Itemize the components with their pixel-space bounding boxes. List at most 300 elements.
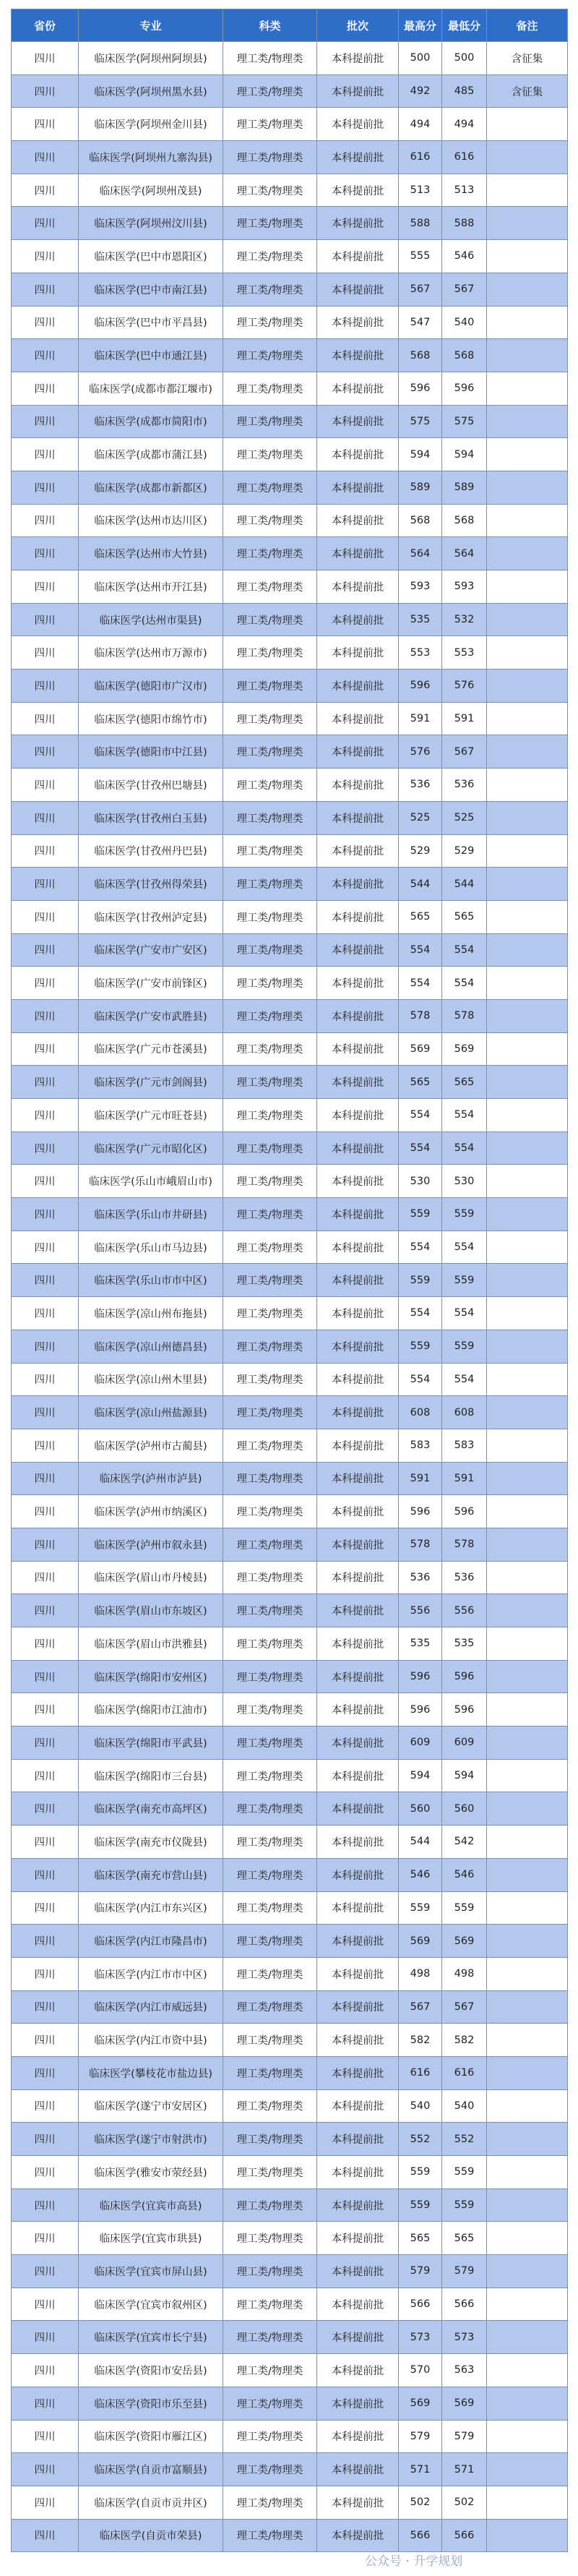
cell-subject-category: 理工类/物理类 xyxy=(223,1627,317,1661)
cell-batch: 本科提前批 xyxy=(317,1462,399,1495)
table-row xyxy=(12,1264,568,1297)
cell-batch: 本科提前批 xyxy=(317,2387,399,2420)
table-row xyxy=(12,2519,568,2552)
cell-major: 临床医学(甘孜州白玉县) xyxy=(79,801,223,834)
cell-min-score: 608 xyxy=(442,1396,487,1429)
cell-subject-category: 理工类/物理类 xyxy=(223,1693,317,1726)
cell-province: 四川 xyxy=(12,1264,79,1297)
cell-subject-category: 理工类/物理类 xyxy=(223,801,317,834)
cell-max-score: 554 xyxy=(399,967,442,1000)
cell-province: 四川 xyxy=(12,1858,79,1891)
cell-max-score: 554 xyxy=(399,1099,442,1132)
cell-max-score: 570 xyxy=(399,2354,442,2387)
cell-max-score: 554 xyxy=(399,1297,442,1330)
table-row xyxy=(12,2188,568,2222)
table-row xyxy=(12,2056,568,2089)
cell-province: 四川 xyxy=(12,2089,79,2123)
cell-min-score: 568 xyxy=(442,339,487,372)
cell-province: 四川 xyxy=(12,1099,79,1132)
cell-province: 四川 xyxy=(12,74,79,108)
cell-remark xyxy=(487,1957,568,1990)
cell-min-score: 554 xyxy=(442,967,487,1000)
cell-min-score: 554 xyxy=(442,933,487,967)
cell-major: 临床医学(乐山市峨眉山市) xyxy=(79,1165,223,1198)
cell-min-score: 591 xyxy=(442,1462,487,1495)
cell-province: 四川 xyxy=(12,1396,79,1429)
cell-major: 临床医学(广安市前锋区) xyxy=(79,967,223,1000)
table-row xyxy=(12,1363,568,1396)
cell-min-score: 553 xyxy=(442,636,487,669)
cell-max-score: 596 xyxy=(399,669,442,703)
cell-batch: 本科提前批 xyxy=(317,372,399,405)
cell-remark xyxy=(487,2123,568,2156)
cell-major: 临床医学(内江市隆昌市) xyxy=(79,1925,223,1958)
cell-remark xyxy=(487,339,568,372)
table-row xyxy=(12,471,568,504)
cell-batch: 本科提前批 xyxy=(317,1957,399,1990)
table-row xyxy=(12,933,568,967)
cell-remark xyxy=(487,1627,568,1661)
cell-major: 临床医学(广元市昭化区) xyxy=(79,1131,223,1165)
cell-min-score: 579 xyxy=(442,2420,487,2453)
cell-batch: 本科提前批 xyxy=(317,1792,399,1826)
cell-min-score: 554 xyxy=(442,1297,487,1330)
cell-province: 四川 xyxy=(12,702,79,735)
cell-max-score: 544 xyxy=(399,1826,442,1859)
table-row xyxy=(12,967,568,1000)
cell-max-score: 567 xyxy=(399,273,442,306)
cell-max-score: 559 xyxy=(399,1198,442,1231)
cell-province: 四川 xyxy=(12,1528,79,1561)
header-province: 省份 xyxy=(12,9,79,42)
table-row xyxy=(12,42,568,75)
cell-max-score: 568 xyxy=(399,339,442,372)
cell-remark xyxy=(487,933,568,967)
table-row xyxy=(12,636,568,669)
header-batch: 批次 xyxy=(317,9,399,42)
cell-max-score: 559 xyxy=(399,1264,442,1297)
table-row xyxy=(12,438,568,471)
cell-remark xyxy=(487,1231,568,1264)
cell-batch: 本科提前批 xyxy=(317,1858,399,1891)
cell-min-score: 589 xyxy=(442,471,487,504)
cell-min-score: 578 xyxy=(442,999,487,1032)
cell-max-score: 568 xyxy=(399,504,442,537)
cell-subject-category: 理工类/物理类 xyxy=(223,339,317,372)
cell-province: 四川 xyxy=(12,1462,79,1495)
cell-batch: 本科提前批 xyxy=(317,1363,399,1396)
cell-max-score: 540 xyxy=(399,2089,442,2123)
cell-subject-category: 理工类/物理类 xyxy=(223,1957,317,1990)
cell-max-score: 573 xyxy=(399,2321,442,2354)
cell-province: 四川 xyxy=(12,2420,79,2453)
cell-major: 临床医学(遂宁市安居区) xyxy=(79,2089,223,2123)
cell-remark xyxy=(487,1396,568,1429)
cell-min-score: 596 xyxy=(442,1693,487,1726)
cell-province: 四川 xyxy=(12,1660,79,1693)
cell-subject-category: 理工类/物理类 xyxy=(223,1858,317,1891)
cell-province: 四川 xyxy=(12,1957,79,1990)
cell-max-score: 565 xyxy=(399,2222,442,2255)
cell-batch: 本科提前批 xyxy=(317,471,399,504)
cell-remark xyxy=(487,1032,568,1066)
cell-subject-category: 理工类/物理类 xyxy=(223,999,317,1032)
cell-subject-category: 理工类/物理类 xyxy=(223,1792,317,1826)
cell-subject-category: 理工类/物理类 xyxy=(223,1925,317,1958)
cell-major: 临床医学(阿坝州汶川县) xyxy=(79,207,223,240)
cell-min-score: 578 xyxy=(442,1528,487,1561)
cell-major: 临床医学(绵阳市江油市) xyxy=(79,1693,223,1726)
cell-province: 四川 xyxy=(12,834,79,868)
header-remark: 备注 xyxy=(487,9,568,42)
cell-max-score: 564 xyxy=(399,537,442,570)
cell-remark xyxy=(487,504,568,537)
cell-province: 四川 xyxy=(12,438,79,471)
cell-subject-category: 理工类/物理类 xyxy=(223,2056,317,2089)
table-row xyxy=(12,1297,568,1330)
table-row xyxy=(12,1726,568,1760)
cell-min-score: 559 xyxy=(442,1330,487,1363)
cell-batch: 本科提前批 xyxy=(317,42,399,75)
cell-remark xyxy=(487,2387,568,2420)
cell-subject-category: 理工类/物理类 xyxy=(223,240,317,273)
cell-remark xyxy=(487,1858,568,1891)
cell-major: 临床医学(达州市万源市) xyxy=(79,636,223,669)
cell-max-score: 525 xyxy=(399,801,442,834)
table-row xyxy=(12,2486,568,2519)
cell-min-score: 569 xyxy=(442,1925,487,1958)
cell-max-score: 565 xyxy=(399,1066,442,1099)
table-row xyxy=(12,2354,568,2387)
cell-remark xyxy=(487,868,568,901)
cell-remark xyxy=(487,108,568,141)
cell-max-score: 591 xyxy=(399,702,442,735)
cell-remark: 含征集 xyxy=(487,42,568,75)
cell-major: 临床医学(宜宾市长宁县) xyxy=(79,2321,223,2354)
cell-subject-category: 理工类/物理类 xyxy=(223,273,317,306)
cell-major: 临床医学(泸州市纳溪区) xyxy=(79,1495,223,1528)
table-row xyxy=(12,1165,568,1198)
cell-province: 四川 xyxy=(12,769,79,802)
table-row xyxy=(12,603,568,636)
cell-province: 四川 xyxy=(12,2024,79,2057)
cell-batch: 本科提前批 xyxy=(317,669,399,703)
cell-remark xyxy=(487,1165,568,1198)
cell-batch: 本科提前批 xyxy=(317,1429,399,1462)
cell-major: 临床医学(内江市资中县) xyxy=(79,2024,223,2057)
cell-min-score: 560 xyxy=(442,1792,487,1826)
cell-subject-category: 理工类/物理类 xyxy=(223,1495,317,1528)
cell-batch: 本科提前批 xyxy=(317,2321,399,2354)
table-row xyxy=(12,1528,568,1561)
cell-subject-category: 理工类/物理类 xyxy=(223,1462,317,1495)
cell-subject-category: 理工类/物理类 xyxy=(223,1330,317,1363)
cell-batch: 本科提前批 xyxy=(317,999,399,1032)
cell-province: 四川 xyxy=(12,1594,79,1627)
table-row xyxy=(12,669,568,703)
cell-major: 临床医学(自贡市贡井区) xyxy=(79,2486,223,2519)
table-row xyxy=(12,1759,568,1792)
cell-max-score: 569 xyxy=(399,2387,442,2420)
cell-min-score: 596 xyxy=(442,1660,487,1693)
cell-major: 临床医学(资阳市安岳县) xyxy=(79,2354,223,2387)
table-row xyxy=(12,2288,568,2321)
cell-min-score: 593 xyxy=(442,570,487,604)
cell-subject-category: 理工类/物理类 xyxy=(223,2486,317,2519)
cell-major: 临床医学(甘孜州丹巴县) xyxy=(79,834,223,868)
cell-remark xyxy=(487,570,568,604)
cell-batch: 本科提前批 xyxy=(317,141,399,174)
cell-remark xyxy=(487,1066,568,1099)
cell-batch: 本科提前批 xyxy=(317,1561,399,1594)
cell-max-score: 616 xyxy=(399,141,442,174)
cell-min-score: 554 xyxy=(442,1363,487,1396)
cell-min-score: 576 xyxy=(442,669,487,703)
cell-province: 四川 xyxy=(12,141,79,174)
cell-batch: 本科提前批 xyxy=(317,1330,399,1363)
cell-min-score: 536 xyxy=(442,1561,487,1594)
cell-province: 四川 xyxy=(12,1561,79,1594)
cell-subject-category: 理工类/物理类 xyxy=(223,2156,317,2189)
cell-subject-category: 理工类/物理类 xyxy=(223,207,317,240)
cell-major: 临床医学(巴中市南江县) xyxy=(79,273,223,306)
cell-remark xyxy=(487,405,568,438)
table-row xyxy=(12,2089,568,2123)
cell-batch: 本科提前批 xyxy=(317,868,399,901)
cell-batch: 本科提前批 xyxy=(317,603,399,636)
cell-subject-category: 理工类/物理类 xyxy=(223,1165,317,1198)
cell-remark xyxy=(487,2156,568,2189)
cell-batch: 本科提前批 xyxy=(317,537,399,570)
cell-min-score: 529 xyxy=(442,834,487,868)
cell-batch: 本科提前批 xyxy=(317,2056,399,2089)
cell-min-score: 559 xyxy=(442,1264,487,1297)
cell-major: 临床医学(凉山州盐源县) xyxy=(79,1396,223,1429)
cell-province: 四川 xyxy=(12,1297,79,1330)
cell-remark xyxy=(487,1660,568,1693)
cell-batch: 本科提前批 xyxy=(317,1726,399,1760)
cell-major: 临床医学(达州市大竹县) xyxy=(79,537,223,570)
cell-min-score: 554 xyxy=(442,1099,487,1132)
cell-major: 临床医学(阿坝州黑水县) xyxy=(79,74,223,108)
cell-province: 四川 xyxy=(12,1693,79,1726)
cell-province: 四川 xyxy=(12,2387,79,2420)
cell-max-score: 591 xyxy=(399,1462,442,1495)
cell-max-score: 535 xyxy=(399,603,442,636)
cell-major: 临床医学(巴中市平昌县) xyxy=(79,306,223,339)
cell-major: 临床医学(宜宾市屏山县) xyxy=(79,2255,223,2288)
cell-major: 临床医学(巴中市恩阳区) xyxy=(79,240,223,273)
table-row xyxy=(12,1066,568,1099)
cell-remark xyxy=(487,2056,568,2089)
cell-remark xyxy=(487,438,568,471)
table-row xyxy=(12,1792,568,1826)
table-row xyxy=(12,1396,568,1429)
cell-subject-category: 理工类/物理类 xyxy=(223,1594,317,1627)
cell-remark xyxy=(487,603,568,636)
cell-max-score: 554 xyxy=(399,1363,442,1396)
cell-province: 四川 xyxy=(12,273,79,306)
cell-major: 临床医学(达州市渠县) xyxy=(79,603,223,636)
cell-remark xyxy=(487,702,568,735)
cell-batch: 本科提前批 xyxy=(317,1759,399,1792)
cell-min-score: 583 xyxy=(442,1429,487,1462)
cell-major: 临床医学(南充市营山县) xyxy=(79,1858,223,1891)
cell-max-score: 576 xyxy=(399,735,442,769)
cell-min-score: 546 xyxy=(442,240,487,273)
cell-remark xyxy=(487,372,568,405)
cell-major: 临床医学(绵阳市平武县) xyxy=(79,1726,223,1760)
cell-min-score: 579 xyxy=(442,2255,487,2288)
cell-subject-category: 理工类/物理类 xyxy=(223,438,317,471)
cell-min-score: 563 xyxy=(442,2354,487,2387)
cell-min-score: 567 xyxy=(442,1990,487,2024)
admission-score-table xyxy=(11,9,568,2552)
table-row xyxy=(12,1627,568,1661)
cell-subject-category: 理工类/物理类 xyxy=(223,1131,317,1165)
cell-major: 临床医学(内江市东兴区) xyxy=(79,1891,223,1925)
cell-province: 四川 xyxy=(12,1066,79,1099)
cell-major: 临床医学(乐山市井研县) xyxy=(79,1198,223,1231)
cell-min-score: 573 xyxy=(442,2321,487,2354)
cell-major: 临床医学(绵阳市三台县) xyxy=(79,1759,223,1792)
cell-subject-category: 理工类/物理类 xyxy=(223,735,317,769)
cell-batch: 本科提前批 xyxy=(317,967,399,1000)
cell-remark xyxy=(487,2255,568,2288)
cell-remark xyxy=(487,967,568,1000)
cell-province: 四川 xyxy=(12,108,79,141)
cell-min-score: 568 xyxy=(442,504,487,537)
cell-major: 临床医学(宜宾市高县) xyxy=(79,2188,223,2222)
cell-min-score: 567 xyxy=(442,273,487,306)
cell-remark xyxy=(487,273,568,306)
cell-min-score: 616 xyxy=(442,2056,487,2089)
cell-min-score: 540 xyxy=(442,2089,487,2123)
cell-remark xyxy=(487,2453,568,2486)
cell-subject-category: 理工类/物理类 xyxy=(223,1990,317,2024)
footer-watermark: 公众号 · 升学规划 xyxy=(365,2554,463,2569)
table-row xyxy=(12,339,568,372)
cell-batch: 本科提前批 xyxy=(317,1594,399,1627)
cell-major: 临床医学(资阳市乐至县) xyxy=(79,2387,223,2420)
cell-batch: 本科提前批 xyxy=(317,2123,399,2156)
cell-min-score: 530 xyxy=(442,1165,487,1198)
cell-province: 四川 xyxy=(12,967,79,1000)
cell-subject-category: 理工类/物理类 xyxy=(223,2453,317,2486)
cell-min-score: 554 xyxy=(442,1131,487,1165)
cell-max-score: 579 xyxy=(399,2255,442,2288)
cell-remark xyxy=(487,240,568,273)
cell-min-score: 588 xyxy=(442,207,487,240)
cell-batch: 本科提前批 xyxy=(317,108,399,141)
cell-remark xyxy=(487,1363,568,1396)
cell-max-score: 552 xyxy=(399,2123,442,2156)
cell-min-score: 566 xyxy=(442,2288,487,2321)
cell-major: 临床医学(自贡市荣县) xyxy=(79,2519,223,2552)
cell-max-score: 593 xyxy=(399,570,442,604)
table-row xyxy=(12,141,568,174)
cell-batch: 本科提前批 xyxy=(317,1231,399,1264)
table-row xyxy=(12,1561,568,1594)
cell-min-score: 559 xyxy=(442,2188,487,2222)
cell-max-score: 530 xyxy=(399,1165,442,1198)
cell-major: 临床医学(凉山州木里县) xyxy=(79,1363,223,1396)
cell-max-score: 536 xyxy=(399,769,442,802)
cell-batch: 本科提前批 xyxy=(317,273,399,306)
cell-max-score: 535 xyxy=(399,1627,442,1661)
cell-batch: 本科提前批 xyxy=(317,1627,399,1661)
cell-subject-category: 理工类/物理类 xyxy=(223,2123,317,2156)
cell-province: 四川 xyxy=(12,1131,79,1165)
cell-major: 临床医学(自贡市富顺县) xyxy=(79,2453,223,2486)
cell-remark xyxy=(487,1826,568,1859)
cell-batch: 本科提前批 xyxy=(317,1165,399,1198)
cell-max-score: 566 xyxy=(399,2288,442,2321)
cell-batch: 本科提前批 xyxy=(317,339,399,372)
cell-batch: 本科提前批 xyxy=(317,702,399,735)
cell-batch: 本科提前批 xyxy=(317,2420,399,2453)
cell-major: 临床医学(乐山市市中区) xyxy=(79,1264,223,1297)
cell-max-score: 575 xyxy=(399,405,442,438)
cell-province: 四川 xyxy=(12,2188,79,2222)
cell-province: 四川 xyxy=(12,42,79,75)
cell-province: 四川 xyxy=(12,868,79,901)
cell-remark xyxy=(487,1198,568,1231)
cell-subject-category: 理工类/物理类 xyxy=(223,1032,317,1066)
cell-subject-category: 理工类/物理类 xyxy=(223,405,317,438)
cell-min-score: 532 xyxy=(442,603,487,636)
cell-province: 四川 xyxy=(12,2519,79,2552)
cell-remark xyxy=(487,1297,568,1330)
cell-max-score: 609 xyxy=(399,1726,442,1760)
admission-score-table-wrapper xyxy=(11,9,567,2552)
cell-subject-category: 理工类/物理类 xyxy=(223,174,317,207)
table-row xyxy=(12,735,568,769)
cell-remark xyxy=(487,1990,568,2024)
cell-subject-category: 理工类/物理类 xyxy=(223,1429,317,1462)
cell-batch: 本科提前批 xyxy=(317,735,399,769)
cell-batch: 本科提前批 xyxy=(317,900,399,933)
table-row xyxy=(12,108,568,141)
cell-subject-category: 理工类/物理类 xyxy=(223,834,317,868)
cell-subject-category: 理工类/物理类 xyxy=(223,141,317,174)
cell-remark xyxy=(487,141,568,174)
cell-batch: 本科提前批 xyxy=(317,2486,399,2519)
cell-major: 临床医学(遂宁市射洪市) xyxy=(79,2123,223,2156)
cell-batch: 本科提前批 xyxy=(317,1198,399,1231)
cell-remark xyxy=(487,1759,568,1792)
cell-province: 四川 xyxy=(12,1990,79,2024)
cell-major: 临床医学(绵阳市安州区) xyxy=(79,1660,223,1693)
cell-max-score: 492 xyxy=(399,74,442,108)
cell-subject-category: 理工类/物理类 xyxy=(223,2354,317,2387)
cell-max-score: 547 xyxy=(399,306,442,339)
table-row xyxy=(12,240,568,273)
table-row xyxy=(12,1330,568,1363)
cell-min-score: 485 xyxy=(442,74,487,108)
cell-max-score: 498 xyxy=(399,1957,442,1990)
cell-min-score: 552 xyxy=(442,2123,487,2156)
cell-batch: 本科提前批 xyxy=(317,1264,399,1297)
cell-min-score: 566 xyxy=(442,2519,487,2552)
table-row xyxy=(12,1925,568,1958)
table-row xyxy=(12,834,568,868)
cell-major: 临床医学(阿坝州九寨沟县) xyxy=(79,141,223,174)
cell-batch: 本科提前批 xyxy=(317,2089,399,2123)
cell-batch: 本科提前批 xyxy=(317,769,399,802)
cell-province: 四川 xyxy=(12,306,79,339)
cell-remark xyxy=(487,1330,568,1363)
